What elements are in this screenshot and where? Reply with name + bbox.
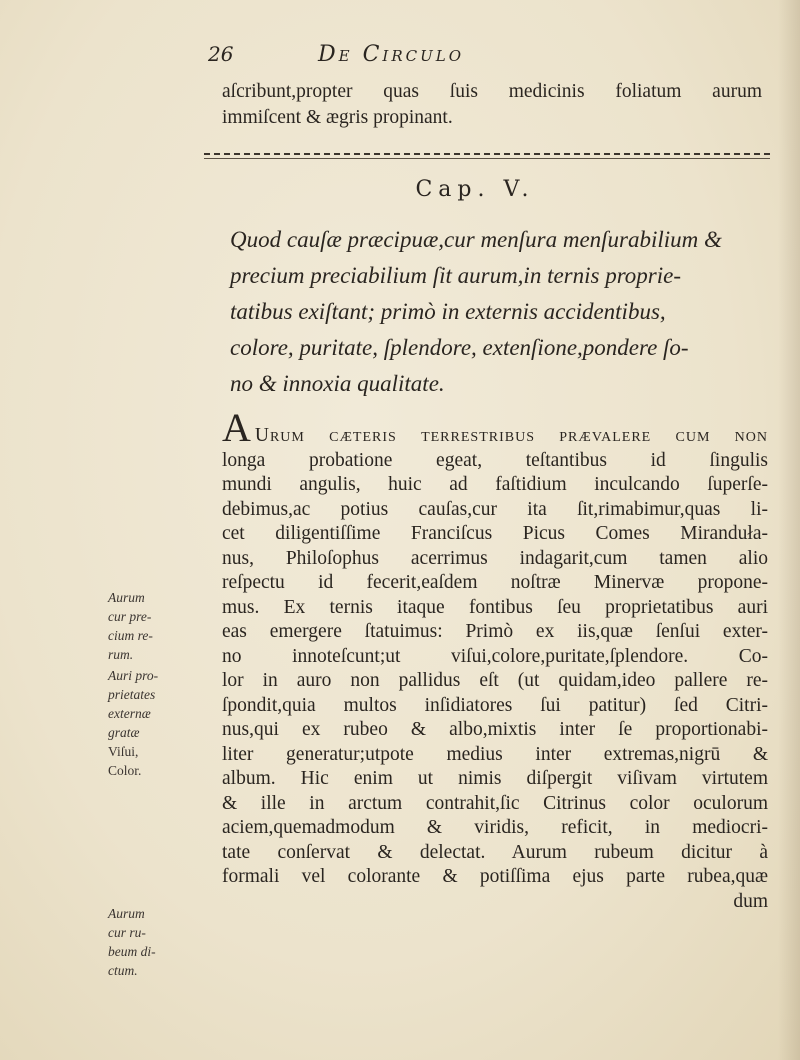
main-text-line: ſpondit,quia multos inſidiatores ſui patitur) ſed Citri-	[222, 694, 768, 716]
catchword: dum	[733, 890, 768, 912]
chapter-label: Cap. V.	[415, 177, 535, 202]
main-text-line: mundi angulis, huic ad faſtidium inculcando ſuperſe-	[222, 474, 768, 495]
chapter-heading-line: Quod cauſæ præcipuæ,cur menſura menſurabilium &	[230, 227, 722, 252]
margin-note-line: cur pre-	[108, 609, 152, 624]
margin-note-line: rum.	[108, 647, 134, 662]
main-text-line: formali vel colorante & potiſſima ejus parte rubea,quæ	[222, 866, 768, 887]
margin-note-line: externæ	[108, 706, 151, 721]
margin-note-line: ctum.	[108, 963, 138, 978]
main-text-line: cet diligentiſſime Franciſcus Picus Comes Miranduła-	[222, 523, 768, 544]
page-edge-shadow	[778, 0, 800, 1060]
chapter-heading-line: no & innoxia qualitate.	[230, 371, 445, 396]
main-text-line: eas emergere ſtatuimus: Primò ex iis,quæ ſenſui exter-	[222, 621, 768, 642]
main-text-line: nus, Philoſophus acerrimus indagarit,cum tamen alio	[222, 547, 768, 569]
main-text-line: no innoteſcunt;ut viſui,colore,puritate,ſplendore. Co-	[222, 645, 768, 667]
margin-note-proprietates	[108, 666, 204, 780]
running-head	[0, 42, 800, 76]
margin-note-aurum-precium	[108, 588, 204, 664]
margin-note-aurum-rubeum	[108, 904, 204, 980]
running-title: De Circulo	[318, 42, 465, 67]
main-text-line: & ille in arctum contrahit,ſic Citrinus color oculorum	[222, 792, 768, 814]
main-text-line: album. Hic enim ut nimis diſpergit viſivam virtutem	[222, 768, 768, 789]
main-text	[222, 405, 768, 914]
main-text-line: longa probatione egeat, teſtantibus id ſingulis	[222, 449, 768, 471]
top-paragraph-line-2: immiſcent & ægris propinant.	[222, 107, 453, 128]
chapter-heading-line: tatibus exiſtant; primò in externis accidentibus,	[230, 299, 666, 324]
main-text-line: tate conſervat & delectat. Aurum rubeum dicitur à	[222, 841, 768, 863]
main-text-line: aciem,quemadmodum & viridis, reficit, in mediocri-	[222, 817, 768, 838]
margin-note-line: beum di-	[108, 944, 156, 959]
margin-note-line: Auri pro-	[108, 668, 159, 683]
margin-note-line: Color.	[108, 763, 142, 778]
chapter-heading-line: colore, puritate, ſplendore, extenſione,pondere ſo-	[230, 335, 689, 360]
margin-note-line: prietates	[108, 687, 156, 702]
main-text-line: debimus,ac potius cauſas,cur ita ſit,rimabimur,quas li-	[222, 498, 768, 520]
margin-note-line: cium re-	[108, 628, 153, 643]
main-text-line: liter generatur;utpote medius inter extremas,nigrū &	[222, 743, 768, 765]
main-text-line: mus. Ex ternis itaque fontibus ſeu proprietatibus auri	[222, 596, 768, 618]
margin-note-line: Aurum	[108, 590, 145, 605]
margin-note-line: gratæ	[108, 725, 140, 740]
main-text-line: nus,qui ex rubeo & albo,mixtis inter ſe proportionabi-	[222, 719, 768, 740]
first-line-rest: Urum cæteris terreſtribus prævalere cum non	[254, 425, 768, 446]
top-paragraph-line-1: aſcribunt,propter quas ſuis medicinis foliatum aurum	[222, 81, 762, 102]
page-number: 26	[208, 42, 234, 66]
chapter-heading-line: precium preciabilium ſit aurum,in ternis proprie-	[230, 263, 682, 288]
drop-cap: A	[222, 405, 251, 450]
section-divider	[204, 153, 770, 155]
chapter-heading	[230, 222, 758, 402]
margin-note-line: cur ru-	[108, 925, 146, 940]
margin-note-line: Viſui,	[108, 744, 139, 759]
section-divider-underline	[204, 158, 770, 159]
margin-note-line: Aurum	[108, 906, 145, 921]
main-text-line: lor in auro non pallidus eſt (ut quidam,ideo pallere re-	[222, 670, 768, 691]
main-text-line	[222, 405, 768, 450]
main-text-line: reſpectu id fecerit,eaſdem noſtræ Minervæ propone-	[222, 572, 768, 593]
